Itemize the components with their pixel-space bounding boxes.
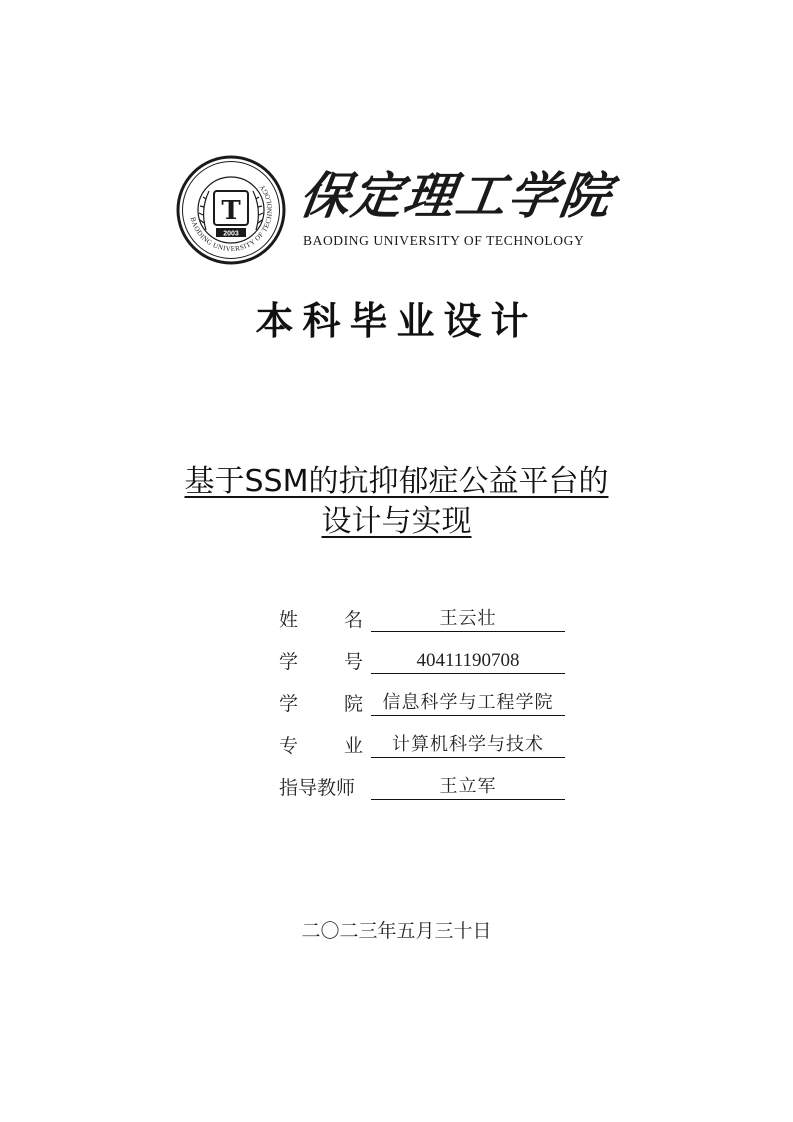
info-row-college (279, 674, 579, 716)
info-row-name (279, 590, 579, 632)
major-label: 专 业 (279, 735, 363, 757)
student-info-table (279, 590, 579, 800)
document-type-heading: 本科毕业设计 (255, 298, 538, 343)
submission-date: 二〇二三年五月三十日 (301, 920, 492, 942)
thesis-title-line-1: 基于SSM的抗抑郁症公益平台的 (184, 464, 609, 499)
student-id-label: 学 号 (279, 651, 363, 673)
advisor-value: 王立军 (371, 772, 565, 800)
info-row-major (279, 716, 579, 758)
university-seal-logo (176, 155, 286, 265)
thesis-title-line-2: 设计与实现 (321, 504, 472, 539)
seal-year: 2003 (223, 230, 239, 238)
name-label: 姓 名 (279, 609, 363, 631)
info-row-student-id (279, 632, 579, 674)
college-label: 学 院 (279, 693, 363, 715)
advisor-label: 指导教师 (279, 777, 356, 799)
school-name-chinese: 保定理工学院 (295, 166, 617, 225)
major-value: 计算机科学与技术 (371, 730, 565, 758)
seal-center-letter: T (221, 196, 241, 226)
school-name-english: BAODING UNIVERSITY OF TECHNOLOGY (303, 233, 585, 248)
student-id-value: 40411190708 (371, 650, 565, 674)
name-value: 王云壮 (371, 604, 565, 632)
info-row-advisor (279, 758, 579, 800)
thesis-title (0, 462, 793, 542)
college-value: 信息科学与工程学院 (371, 688, 565, 716)
seal-ring-text: BAODING UNIVERSITY OF TECHNOLOGY (188, 182, 275, 254)
